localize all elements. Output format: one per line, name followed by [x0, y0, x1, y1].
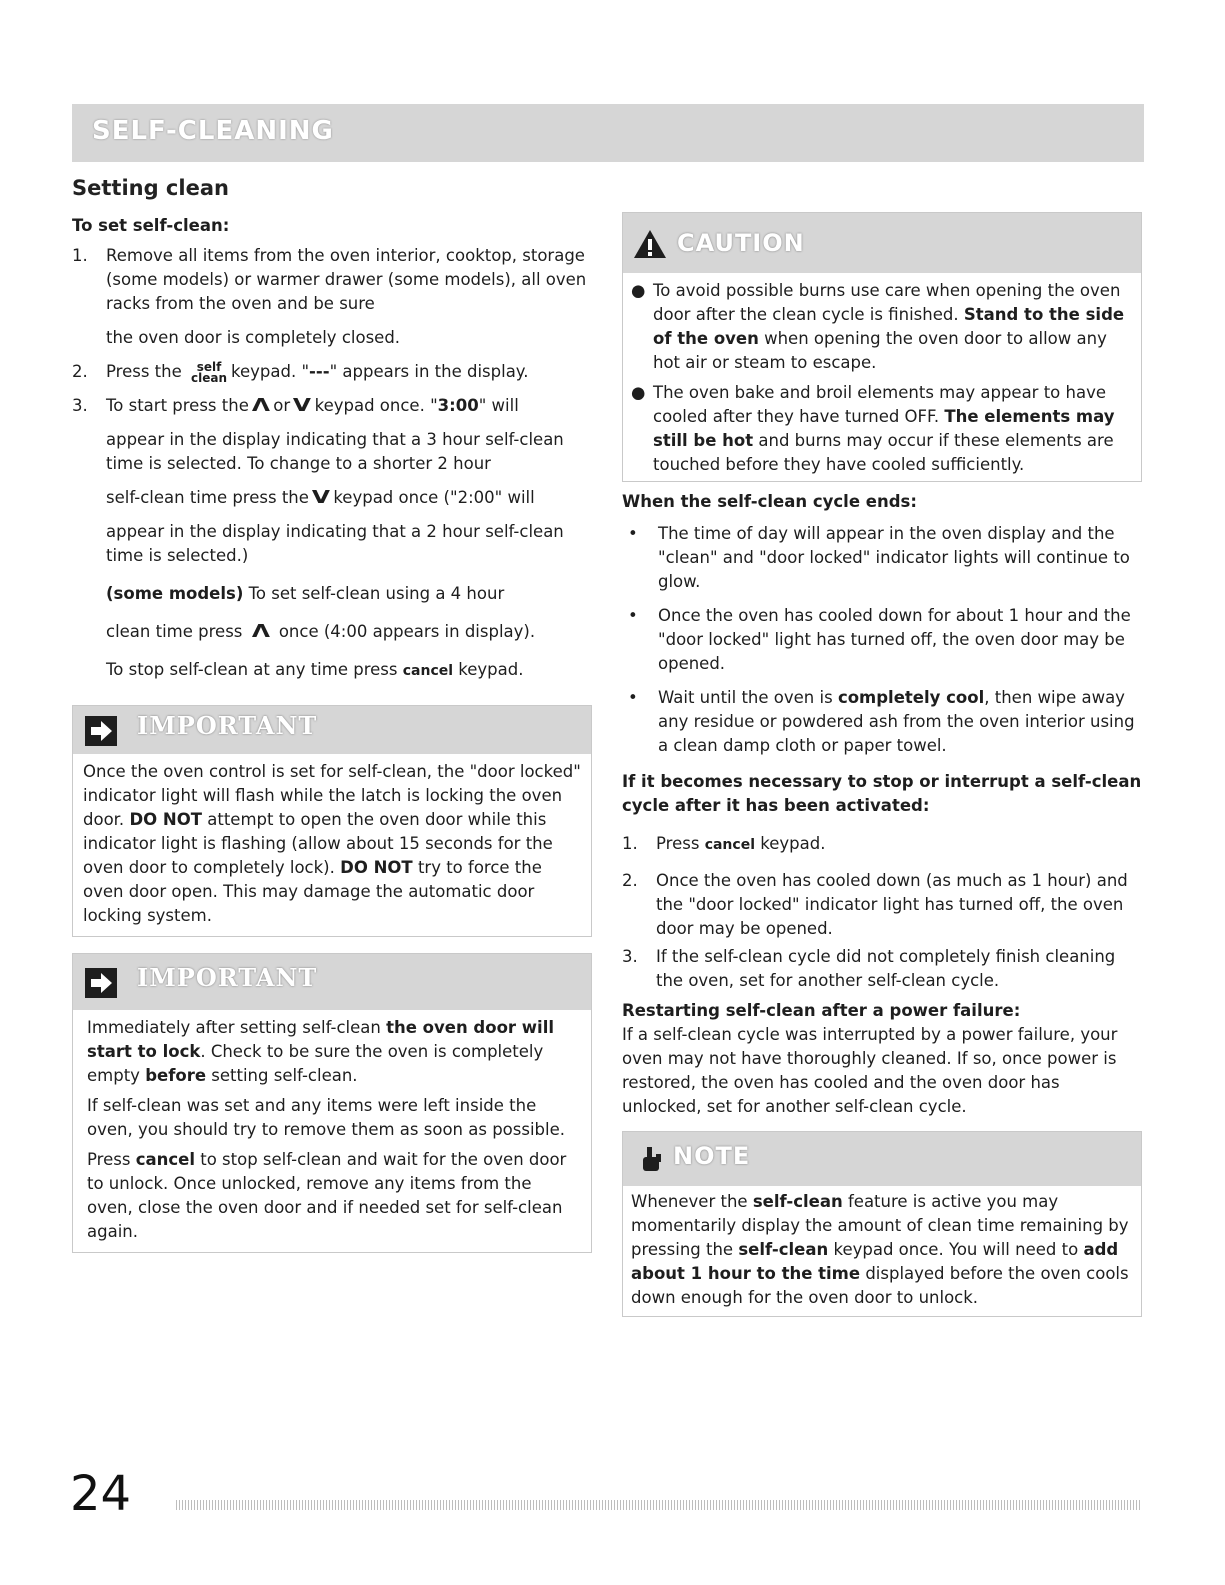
- important-text: Immediately after setting self-clean: [87, 1018, 381, 1037]
- banner-title: SELF-CLEANING: [92, 116, 334, 146]
- warning-emphasis: DO NOT: [129, 810, 202, 829]
- self-clean-key-icon: [191, 359, 228, 385]
- important-text: to stop self-clean and wait for the oven door to unlock. Once unlocked, remove any items from the oven, close the oven door and if needed set for self-clean again.: [87, 1150, 567, 1241]
- restart-text: If a self-clean cycle was interrupted by a power failure, your oven may not have thoroughly cleaned. If so, once power is restored, the oven has cooled and the oven door has unlocked, set for another self-clean cycle.: [622, 1025, 1118, 1116]
- step-text: " will: [478, 396, 519, 415]
- warning-triangle-icon: [633, 229, 667, 266]
- important-text: setting self-clean.: [211, 1066, 358, 1085]
- caution-bullet: [627, 381, 1133, 477]
- step-number: 2.: [622, 871, 638, 890]
- note-text: keypad once. You will need to: [833, 1240, 1079, 1259]
- bullet-dot: •: [628, 606, 638, 625]
- ends-text: The time of day will appear in the oven display and the "clean" and "door locked" indicator lights will continue to glow.: [658, 524, 1130, 591]
- arrow-right-icon: [85, 968, 117, 1005]
- bullet-dot: •: [628, 524, 638, 543]
- cancel-emphasis: cancel: [135, 1150, 195, 1169]
- step-text: keypad once. ": [314, 396, 438, 415]
- important-text: [83, 760, 581, 928]
- ends-text: Once the oven has cooled down for about 1 hour and the "door locked" light has turned off, the oven door may be opened.: [658, 606, 1131, 673]
- restart-heading: Restarting self-clean after a power failure:: [622, 1001, 1021, 1020]
- note-text: displayed before the oven cools down enough for the oven door to unlock.: [631, 1264, 1129, 1307]
- step-text: keypad. ": [231, 362, 310, 381]
- warning-emphasis: Stand to the side of the oven: [653, 305, 1125, 348]
- step-text: keypad.: [760, 834, 826, 853]
- bullet-dot: •: [628, 688, 638, 707]
- note-text: [631, 1190, 1133, 1310]
- some-models-label: (some models): [106, 584, 244, 603]
- ends-text: , then wipe away any residue or powdered ash from the oven interior using a clean damp cloth or paper towel.: [658, 688, 1135, 755]
- interrupt-step-3: [622, 945, 1142, 993]
- pointing-hand-icon: [639, 1146, 665, 1181]
- note-text: feature is active you may momentarily display the amount of clean time remaining by pressing the: [631, 1192, 1129, 1259]
- section-banner: [72, 104, 1144, 162]
- step-text: Press: [656, 834, 700, 853]
- step-text: Once the oven has cooled down (as much as 1 hour) and the "door locked" indicator light has turned off, the oven door may be opened.: [656, 871, 1128, 938]
- step-number: 1.: [72, 246, 88, 265]
- important-body: [73, 1010, 591, 1252]
- step-text: Remove all items from the oven interior, cooktop, storage (some models) or warmer drawer (some models), all oven racks from the oven and be sure: [106, 246, 587, 313]
- up-arrow-icon: Λ: [251, 621, 270, 642]
- cycle-ends-heading: When the self-clean cycle ends:: [622, 492, 917, 511]
- bullet-dot: ●: [631, 383, 646, 402]
- caution-box: [622, 212, 1142, 482]
- step-text: keypad.: [458, 660, 524, 679]
- step-text: appear in the display indicating that a 3 hour self-clean time is selected. To change to a shorter 2 hour: [106, 430, 564, 473]
- key-label-bottom: clean: [191, 370, 228, 385]
- step-text: once (4:00 appears in display).: [278, 622, 536, 641]
- display-time: 3:00: [437, 396, 479, 415]
- note-text: Whenever the: [631, 1192, 748, 1211]
- caution-header: [623, 213, 1141, 273]
- step-text: keypad once ("2:00" will: [333, 488, 535, 507]
- important-title: IMPORTANT: [137, 963, 318, 992]
- important-body: [73, 754, 591, 936]
- step-3: [72, 394, 592, 683]
- important-text: [87, 1016, 581, 1088]
- note-header: [623, 1132, 1141, 1186]
- step-text: [106, 486, 592, 510]
- emphasis: add about 1 hour to the time: [631, 1240, 1119, 1283]
- step-text: [106, 394, 592, 418]
- ends-bullet: [622, 686, 1142, 758]
- step-text: [106, 658, 592, 683]
- emphasis: self-clean: [738, 1240, 829, 1259]
- caution-body: [623, 273, 1141, 481]
- ends-text: Wait until the oven is: [658, 688, 833, 707]
- important-box-1: [72, 705, 592, 937]
- footer-rule: [176, 1500, 1142, 1510]
- step-1: [72, 244, 592, 350]
- page-number: 24: [70, 1466, 132, 1522]
- step-text: " appears in the display.: [329, 362, 529, 381]
- caution-bullet: [627, 279, 1133, 375]
- note-body: [623, 1186, 1141, 1316]
- step-text: appear in the display indicating that a 2 hour self-clean time is selected.): [106, 522, 564, 565]
- interrupt-step-2: [622, 869, 1142, 941]
- step-text: If the self-clean cycle did not completely finish cleaning the oven, set for another self-clean cycle.: [656, 947, 1116, 990]
- step-text: the oven door is completely closed.: [106, 328, 401, 347]
- section-title: Setting clean: [72, 176, 229, 200]
- warning-emphasis: The elements may still be hot: [653, 407, 1115, 450]
- warning-emphasis: before: [145, 1066, 207, 1085]
- important-header: [73, 706, 591, 754]
- ends-bullet: [622, 522, 1142, 594]
- step-text: [106, 620, 592, 644]
- important-text: attempt to open the oven door while this indicator light is flashing (allow about 15 seconds for the oven door to completely lock).: [83, 810, 553, 877]
- left-column: [72, 214, 592, 1253]
- cancel-key-label: cancel: [704, 837, 755, 853]
- step-number: 3.: [622, 947, 638, 966]
- important-title: IMPORTANT: [137, 711, 318, 740]
- step-text: To stop self-clean at any time press: [106, 660, 398, 679]
- cancel-key-label: cancel: [402, 663, 454, 679]
- warning-emphasis: the oven door will start to lock: [87, 1018, 555, 1061]
- step-text: To start press the: [106, 396, 249, 415]
- step-text: or: [273, 396, 291, 415]
- important-text: try to force the oven door open. This may damage the automatic door locking system.: [83, 858, 542, 925]
- step-text: self-clean time press the: [106, 488, 309, 507]
- caution-text: and burns may occur if these elements are touched before they have cooled sufficiently.: [653, 431, 1114, 474]
- step-number: 1.: [622, 834, 638, 853]
- step-2: [72, 360, 592, 384]
- ends-bullet: [622, 604, 1142, 676]
- warning-emphasis: DO NOT: [340, 858, 413, 877]
- step-text: Press the: [106, 362, 182, 381]
- up-arrow-icon: Λ: [252, 395, 271, 416]
- key-label-top: self: [196, 359, 222, 374]
- arrow-right-icon: [85, 716, 117, 753]
- important-text: Press: [87, 1150, 131, 1169]
- important-text: If self-clean was set and any items were left inside the oven, you should try to remove them as soon as possible.: [87, 1096, 565, 1139]
- important-box-2: [72, 953, 592, 1253]
- right-column: [622, 212, 1142, 1317]
- bullet-dot: ●: [631, 281, 646, 300]
- step-text: clean time press: [106, 622, 243, 641]
- down-arrow-icon: V: [293, 395, 312, 416]
- important-text: [87, 1148, 581, 1244]
- important-text: Once the oven control is set for self-clean, the "door locked" indicator light will flash while the latch is locking the oven door.: [83, 762, 581, 829]
- note-box: [622, 1131, 1142, 1317]
- note-title: NOTE: [673, 1142, 751, 1170]
- emphasis: self-clean: [752, 1192, 843, 1211]
- caution-title: CAUTION: [677, 229, 805, 257]
- interrupt-step-1: [622, 832, 1142, 857]
- emphasis: completely cool: [837, 688, 985, 707]
- set-self-clean-heading: To set self-clean:: [72, 216, 230, 235]
- important-text: . Check to be sure the oven is completely empty: [87, 1042, 544, 1085]
- interrupt-heading: If it becomes necessary to stop or interrupt a self-clean cycle after it has been activated:: [622, 772, 1142, 815]
- step-number: 3.: [72, 396, 88, 415]
- important-header: [73, 954, 591, 1010]
- step-text: [106, 582, 592, 606]
- display-dashes: ---: [309, 362, 330, 381]
- caution-text: when opening the oven door to allow any hot air or steam to escape.: [653, 329, 1107, 372]
- step-text: To set self-clean using a 4 hour: [248, 584, 505, 603]
- down-arrow-icon: V: [312, 487, 331, 508]
- caution-text: The oven bake and broil elements may appear to have cooled after they have turned OFF.: [653, 383, 1107, 426]
- step-number: 2.: [72, 362, 88, 381]
- caution-text: To avoid possible burns use care when opening the oven door after the clean cycle is finished.: [653, 281, 1121, 324]
